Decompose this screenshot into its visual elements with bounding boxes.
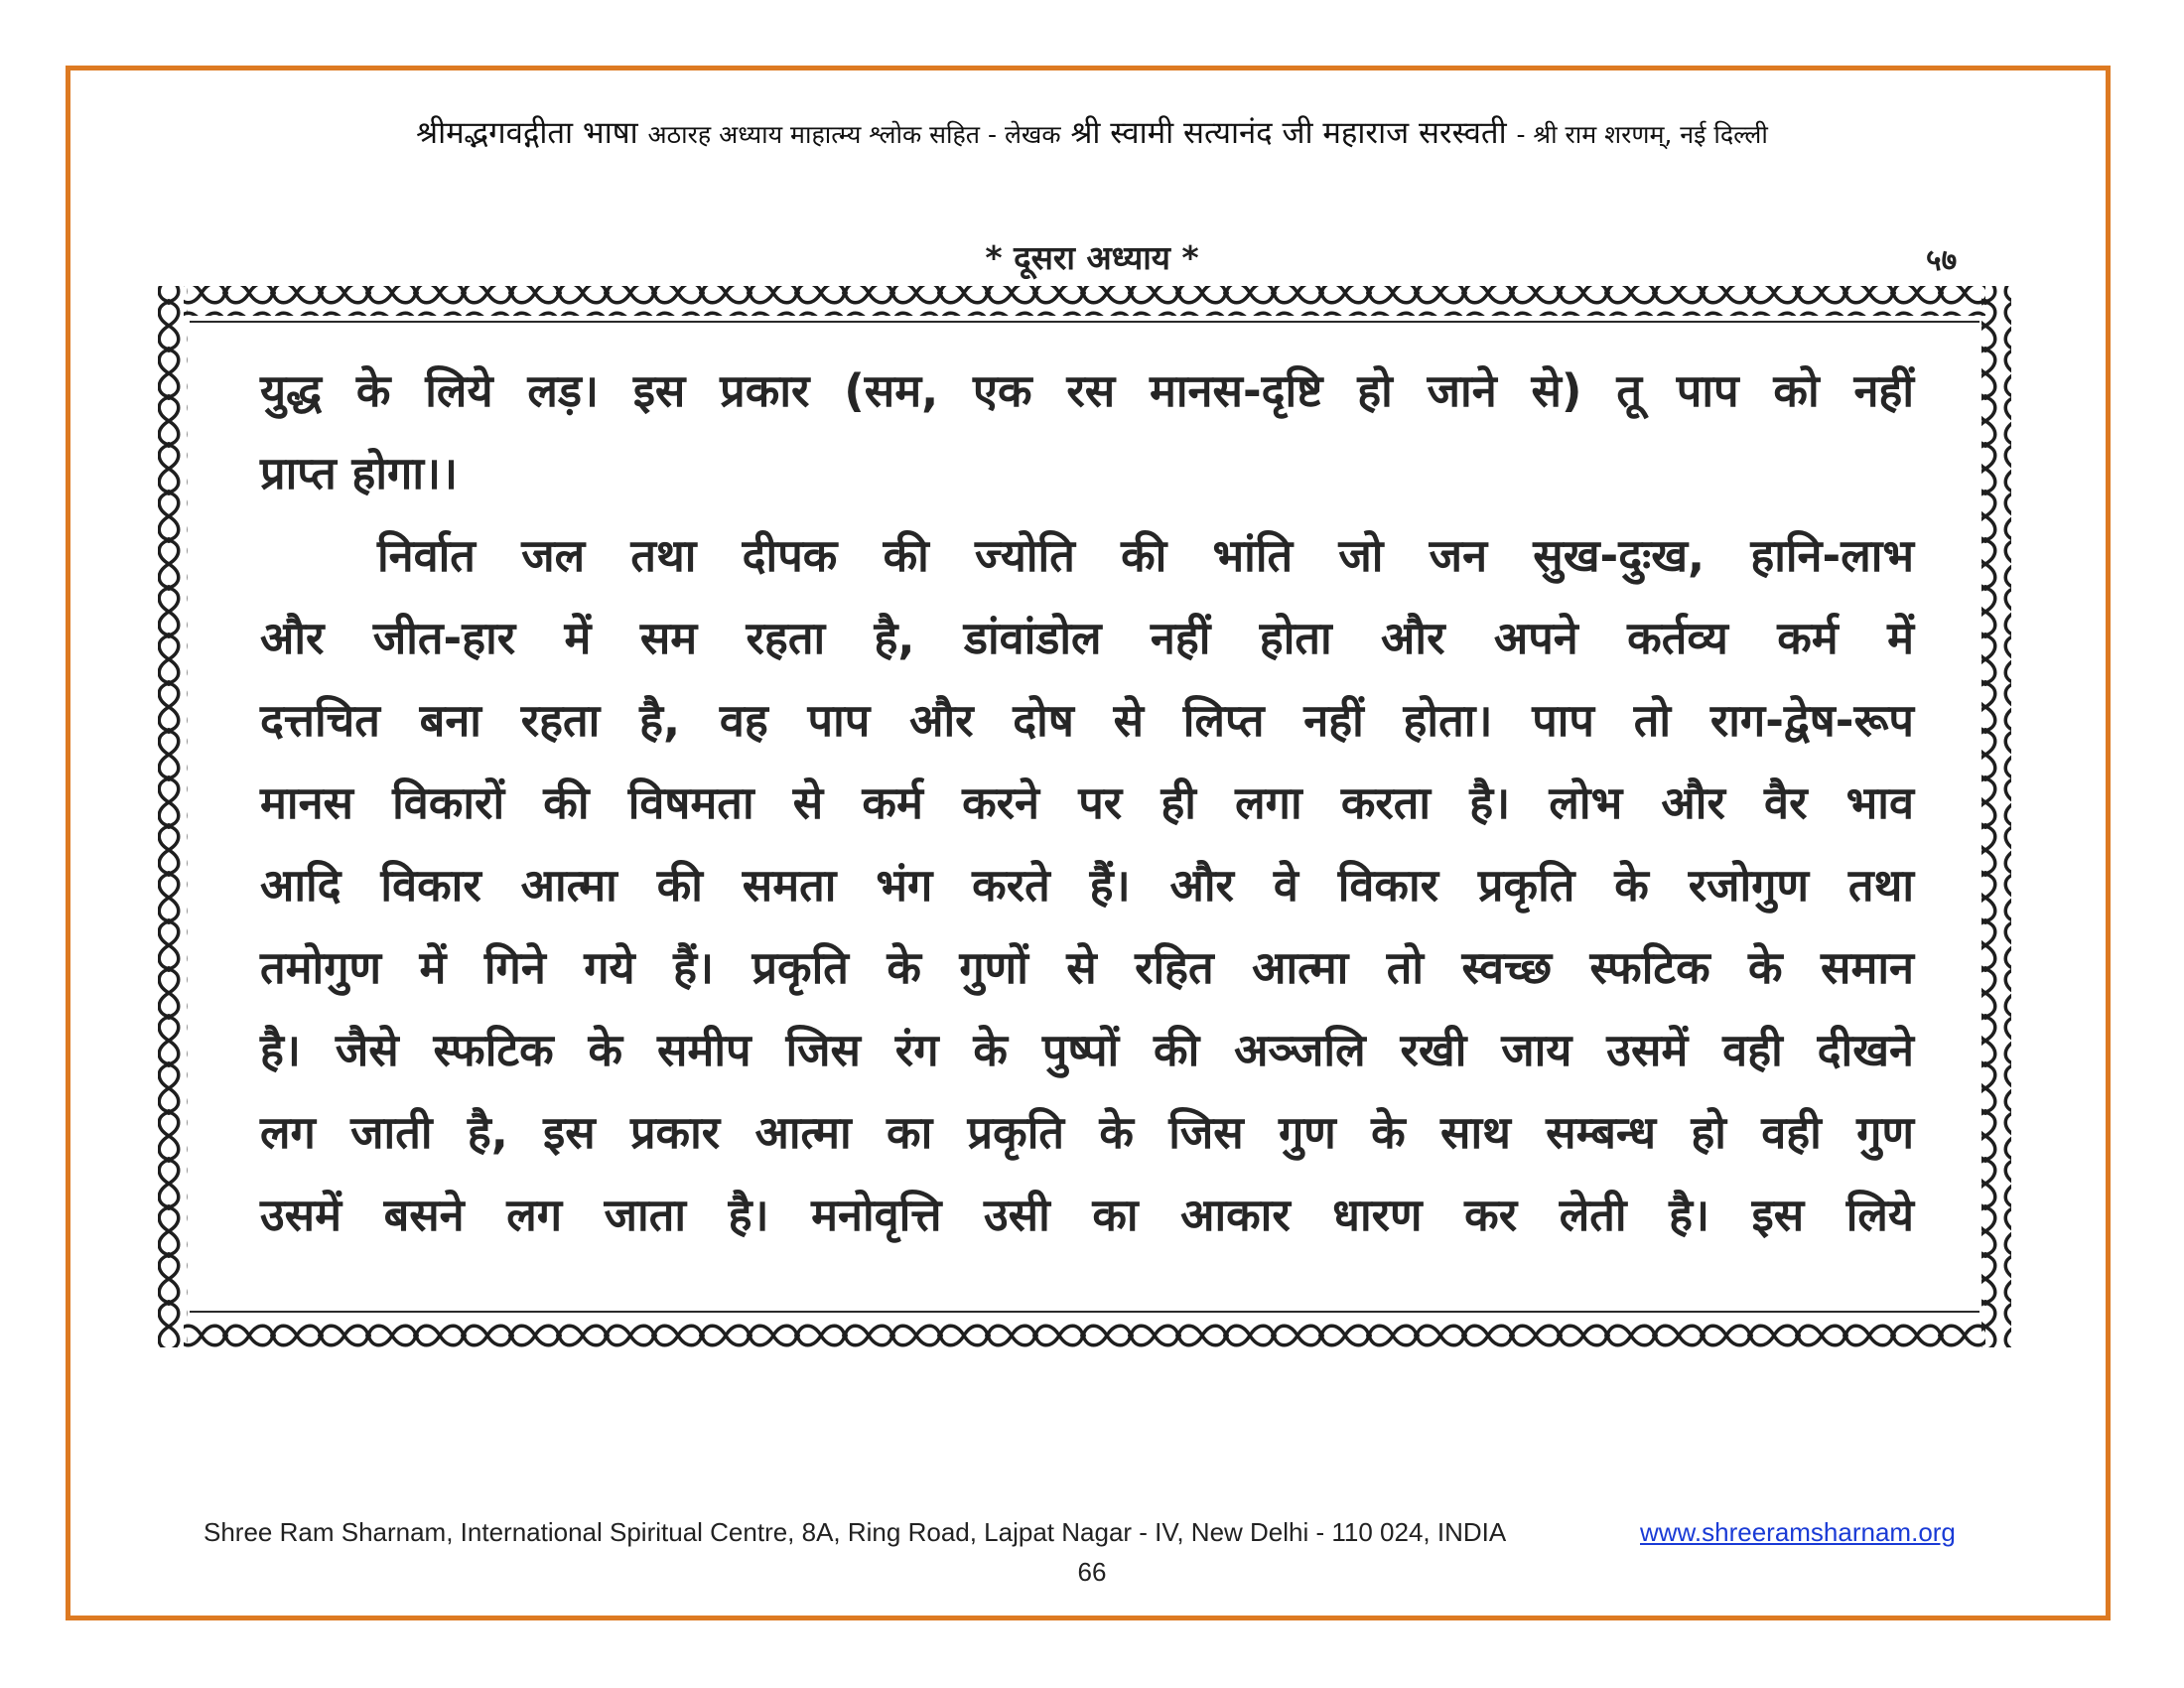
footer-page-number: 66 [1077, 1557, 1107, 1587]
website-link[interactable]: www.shreeramsharnam.org [1640, 1517, 1956, 1547]
book-page-number: ५७ [1926, 243, 1958, 278]
text-line: आदि विकार आत्मा की समता भंग करते हैं। और वे विकार प्रकृति के रजोगुण तथा [260, 859, 1914, 912]
footer-address: Shree Ram Sharnam, International Spiritual Centre, 8A, Ring Road, Lajpat Nagar - IV, New Delhi - 110 024, INDIA [204, 1517, 1507, 1547]
text-line: तमोगुण में गिने गये हैं। प्रकृति के गुणों से रहित आत्मा तो स्वच्छ स्फटिक के समान [260, 941, 1914, 994]
header-title-main: श्रीमद्भगवद्गीता भाषा [416, 115, 638, 151]
document-header [99, 111, 2085, 153]
text-line: और जीत-हार में सम रहता है, डांवांडोल नहीं होता और अपने कर्तव्य कर्म में [260, 612, 1914, 664]
border-bottom [184, 1318, 1985, 1347]
border-top [184, 286, 1985, 316]
text-line: उसमें बसने लग जाता है। मनोवृत्ति उसी का आकार धारण कर लेती है। इस लिये [260, 1189, 1914, 1241]
text-line: है। जैसे स्फटिक के समीप जिस रंग के पुष्पों की अञ्जलि रखी जाय उसमें वही दीखने [260, 1024, 1914, 1076]
text-line: निर्वात जल तथा दीपक की ज्योति की भांति जो जन सुख-दुःख, हानि-लाभ [377, 529, 1914, 582]
text-line: लग जाती है, इस प्रकार आत्मा का प्रकृति के जिस गुण के साथ सम्बन्ध हो वही गुण [260, 1106, 1914, 1159]
text-line: दत्तचित बना रहता है, वह पाप और दोष से लिप्त नहीं होता। पाप तो राग-द्वेष-रूप [260, 694, 1914, 747]
text-line: युद्ध के लिये लड़। इस प्रकार (सम, एक रस मानस-दृष्टि हो जाने से) तू पाप को नहीं [260, 364, 1914, 417]
header-author: श्री स्वामी सत्यानंद जी महाराज सरस्वती [1070, 115, 1507, 151]
border-left [158, 286, 188, 1347]
text-line: प्राप्त होगा।। [260, 447, 459, 499]
chapter-heading: * दूसरा अध्याय * [985, 238, 1199, 277]
border-right [1981, 286, 2011, 1347]
text-line: मानस विकारों की विषमता से कर्म करने पर ही लगा करता है। लोभ और वैर भाव [260, 776, 1914, 829]
header-title-subtitle: अठारह अध्याय माहात्म्य श्लोक सहित - लेखक [647, 120, 1061, 149]
header-publisher: - श्री राम शरणम्, नई दिल्ली [1516, 120, 1768, 149]
scanned-body-text [260, 350, 1914, 1256]
